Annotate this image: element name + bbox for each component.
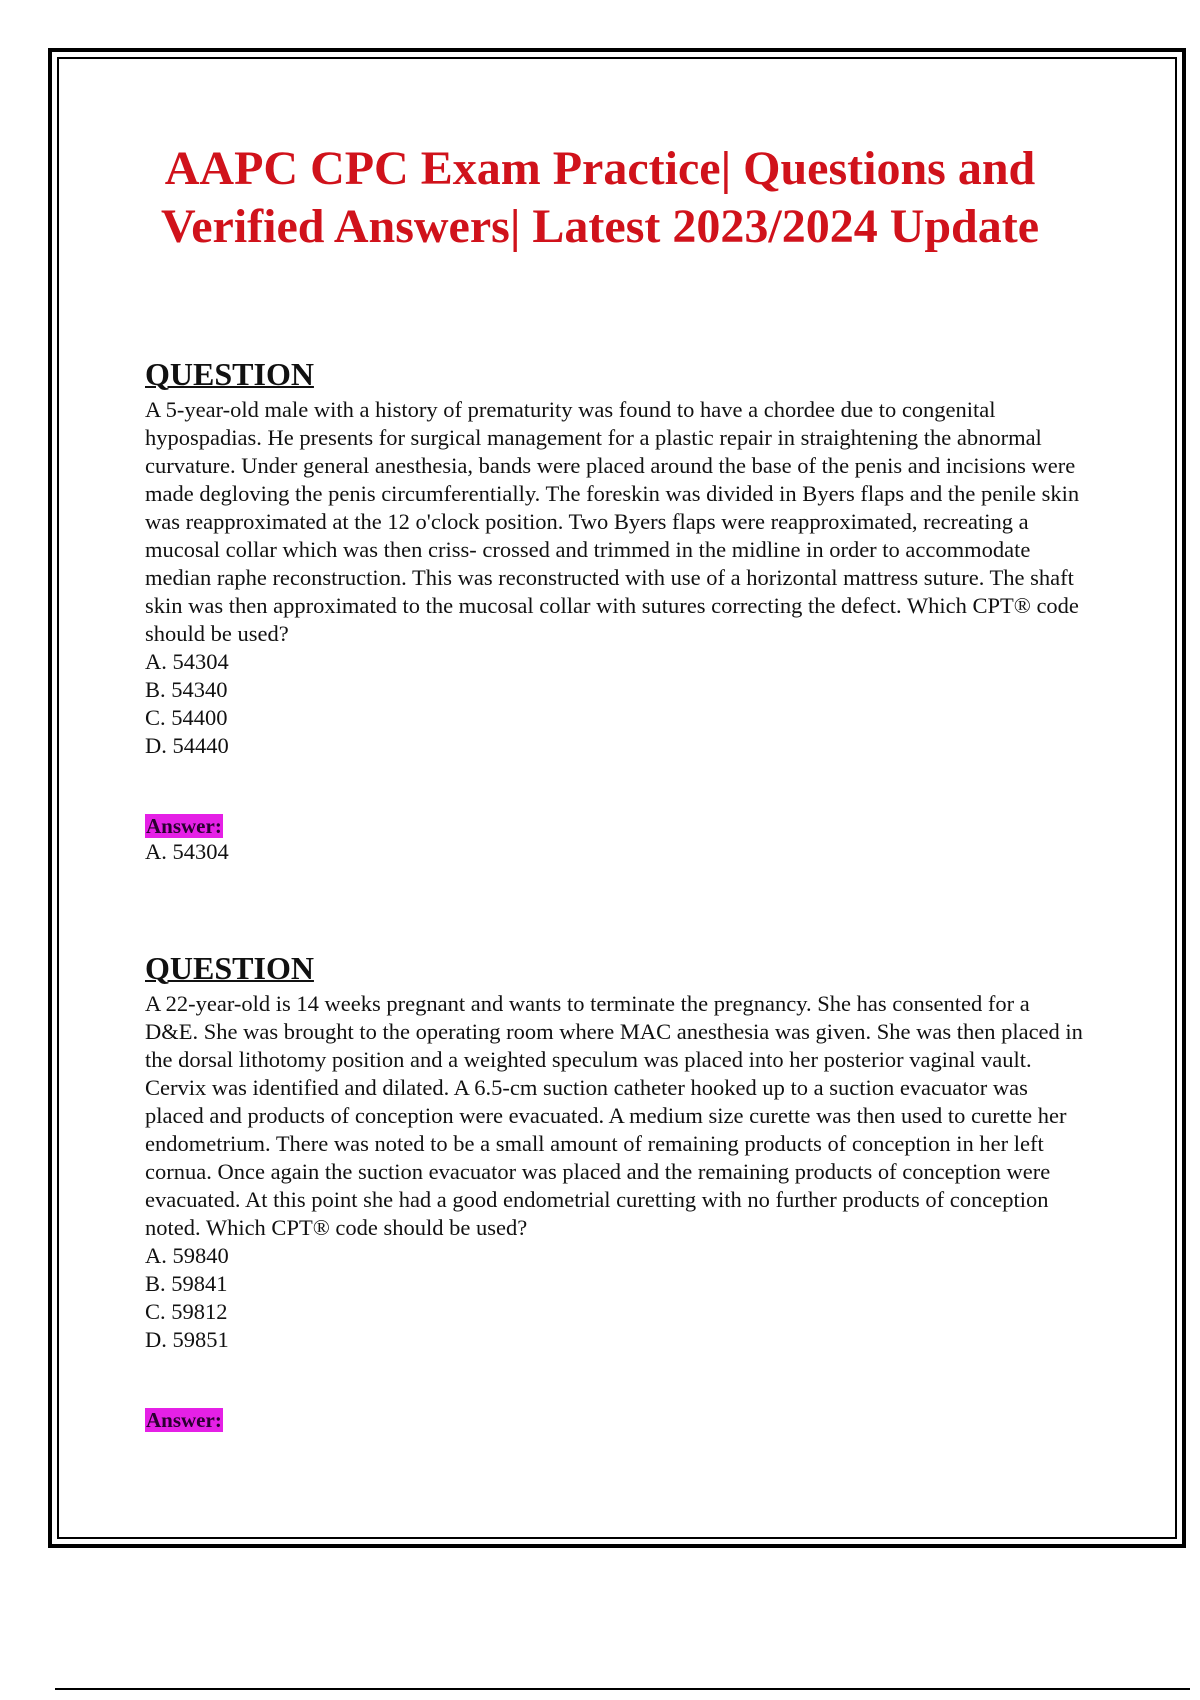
document-title bbox=[60, 140, 1140, 256]
question-heading: QUESTION bbox=[145, 950, 314, 986]
option-c: C. 54400 bbox=[145, 705, 228, 730]
question-text: A 5-year-old male with a history of prematurity was found to have a chordee due to congenital hypospadias. He presents for surgical management for a plastic repair in straightening the abnormal curvature. Under general anesthesia, bands were placed around the base of the penis and incisions were made degloving the penis circumferentially. The foreskin was divided in Byers flaps and the penile skin was reapproximated at the 12 o'clock position. Two Byers flaps were reapproximated, recreating a mucosal collar which was then criss- crossed and trimmed in the midline in order to accommodate median raphe reconstruction. This was reconstructed with use of a horizontal mattress suture. The shaft skin was then approximated to the mucosal collar with sutures correcting the defect. Which CPT® code should be used? bbox=[145, 397, 1080, 646]
option-a: A. 54304 bbox=[145, 649, 229, 674]
option-b: B. 59841 bbox=[145, 1271, 228, 1296]
option-d: D. 54440 bbox=[145, 733, 229, 758]
answer-options bbox=[145, 1242, 1085, 1354]
question-text: A 22-year-old is 14 weeks pregnant and wants to terminate the pregnancy. She has consented for a D&E. She was brought to the operating room where MAC anesthesia was given. She was then placed in the dorsal lithotomy position and a weighted speculum was placed into her posterior vaginal vault. Cervix was identified and dilated. A 6.5-cm suction catheter hooked up to a suction evacuator was placed and products of conception were evacuated. A medium size curette was then used to curette her endometrium. There was noted to be a small amount of remaining products of conception in her left cornua. Once again the suction evacuator was placed and the remaining products of conception were evacuated. At this point she had a good endometrial curetting with no further products of conception noted. Which CPT® code should be used? bbox=[145, 991, 1083, 1240]
option-b: B. 54340 bbox=[145, 677, 228, 702]
footer-divider bbox=[55, 1688, 1190, 1690]
question-block-1 bbox=[145, 356, 1085, 866]
answer-label: Answer: bbox=[146, 814, 222, 838]
answer-options bbox=[145, 648, 1085, 760]
document-title-line-2: Verified Answers| Latest 2023/2024 Update bbox=[160, 200, 1040, 253]
option-d: D. 59851 bbox=[145, 1327, 229, 1352]
document-title-line-1: AAPC CPC Exam Practice| Questions and bbox=[164, 142, 1036, 195]
option-a: A. 59840 bbox=[145, 1243, 229, 1268]
question-heading: QUESTION bbox=[145, 356, 314, 392]
answer-value: A. 54304 bbox=[145, 839, 229, 864]
answer-label: Answer: bbox=[146, 1408, 222, 1432]
option-c: C. 59812 bbox=[145, 1299, 228, 1324]
question-block-2 bbox=[145, 950, 1085, 1432]
